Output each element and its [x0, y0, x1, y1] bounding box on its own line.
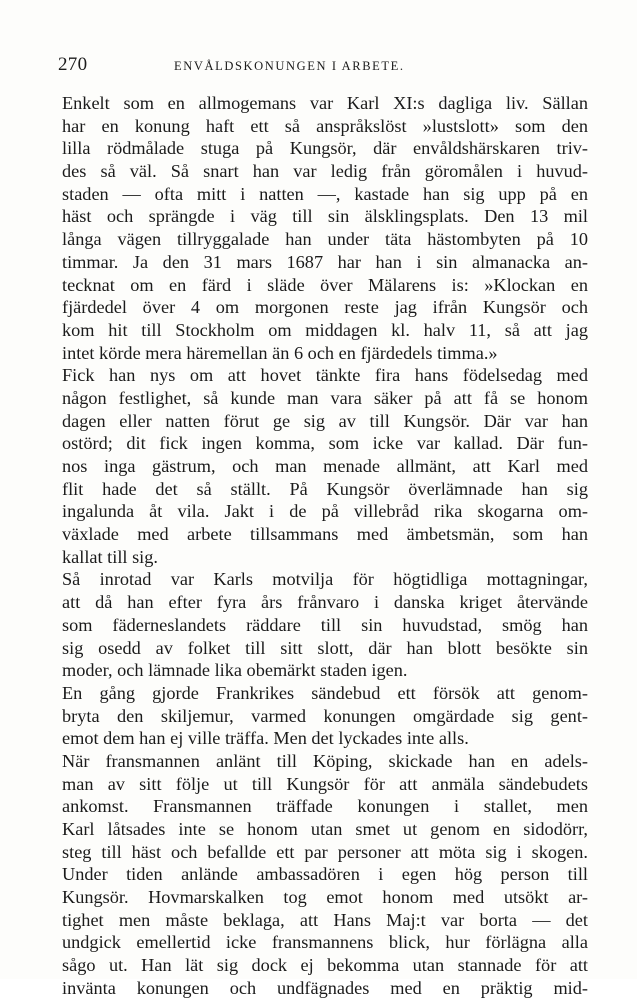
text-line: långa vägen tillryggalade han under täta hästombyten på 10 [62, 229, 588, 250]
text-line: häst och sprängde i väg till sin älsklingsplats. Den 13 mil [62, 206, 588, 227]
text-line: kallat till sig. [62, 546, 158, 567]
text-line: dagen eller natten förut ge sig av till Kungsör. Där var han [62, 410, 588, 431]
text-line: ingalunda åt vila. Jakt i de på villebråd rika skogarna om- [62, 501, 588, 522]
text-line: steg till häst och befallde ett par personer att möta sig i skogen. [62, 841, 588, 862]
text-line: kom hit till Stockholm om middagen kl. halv 11, så att jag [62, 319, 588, 340]
text-line: intet körde mera häremellan än 6 och en fjärdedels timma.» [62, 342, 498, 363]
text-line: Kungsör. Hovmarskalken tog emot honom med utsökt ar- [62, 887, 588, 908]
text-line: Enkelt som en allmogemans var Karl XI:s dagliga liv. Sällan [62, 93, 588, 113]
text-line: tighet men måste beklaga, att Hans Maj:t var borta — det [62, 909, 588, 930]
text-line: emot dem han ej ville träffa. Men det lyckades inte alls. [62, 728, 469, 749]
page-number: 270 [58, 54, 88, 75]
text-line: staden — ofta mitt i natten —, kastade han sig upp på en [62, 183, 588, 204]
text-line: fjärdedel över 4 om morgonen reste jag ifrån Kungsör och [62, 297, 588, 318]
body-text [62, 92, 588, 1000]
text-line: ostörd; dit fick ingen komma, som icke var kallad. Där fun- [62, 433, 588, 454]
text-line: som fäderneslandets räddare till sin huvudstad, smög han [62, 614, 588, 635]
text-line: Under tiden anlände ambassadören i egen hög person till [62, 864, 588, 885]
text-line: När fransmannen anlänt till Köping, skickade han en adels- [62, 750, 588, 771]
text-line: Fick han nys om att hovet tänkte fira hans födelsedag med [62, 365, 588, 386]
text-line: att då han efter fyra års frånvaro i danska kriget återvände [62, 592, 588, 613]
text-line: sågo ut. Han lät sig dock ej bekomma utan stannade för att [62, 955, 588, 976]
text-line: moder, och lämnade lika obemärkt staden igen. [62, 660, 408, 681]
running-title: ENVÅLDSKONUNGEN I ARBETE. [174, 59, 405, 73]
text-line: des så väl. Så snart han var ledig från göromålen i huvud- [62, 161, 588, 182]
text-line: undgick emellertid icke fransmannens blick, hur förlägna alla [62, 932, 588, 953]
text-line: Så inrotad var Karls motvilja för högtidliga mottagningar, [62, 569, 588, 590]
text-line: bryta den skiljemur, varmed konungen omgärdade sig gent- [62, 705, 588, 726]
text-line: tecknat om en färd i släde över Mälarens is: »Klockan en [62, 274, 588, 295]
text-line: Karl låtsades inte se honom utan smet ut genom en sidodörr, [62, 819, 588, 839]
text-line: invänta konungen och undfägnades med en präktig mid- [62, 977, 588, 998]
text-line: växlade med arbete tillsammans med ämbetsmän, som han [62, 524, 588, 545]
text-line: man av sitt följe ut till Kungsör för att anmäla sändebudets [62, 773, 588, 794]
text-line: timmar. Ja den 31 mars 1687 har han i sin almanacka an- [62, 251, 588, 272]
text-line: flit hade det så ställt. På Kungsör överlämnade han sig [62, 478, 588, 499]
text-line: har en konung haft ett så anspråkslöst »lustslott» som den [62, 115, 588, 136]
text-line: nos inga gästrum, och man menade allmänt, att Karl med [62, 456, 588, 476]
running-head [58, 54, 580, 78]
text-line: någon festlighet, så kunde man vara säker på att få se honom [62, 387, 588, 408]
text-line: ankomst. Fransmannen träffade konungen i stallet, men [62, 796, 588, 817]
text-line: lilla rödmålade stuga på Kungsör, där envåldshärskaren triv- [62, 138, 588, 159]
text-line: sig osedd av folket till sitt slott, där han blott besökte sin [62, 637, 588, 658]
text-line: En gång gjorde Frankrikes sändebud ett försök att genom- [62, 682, 588, 703]
